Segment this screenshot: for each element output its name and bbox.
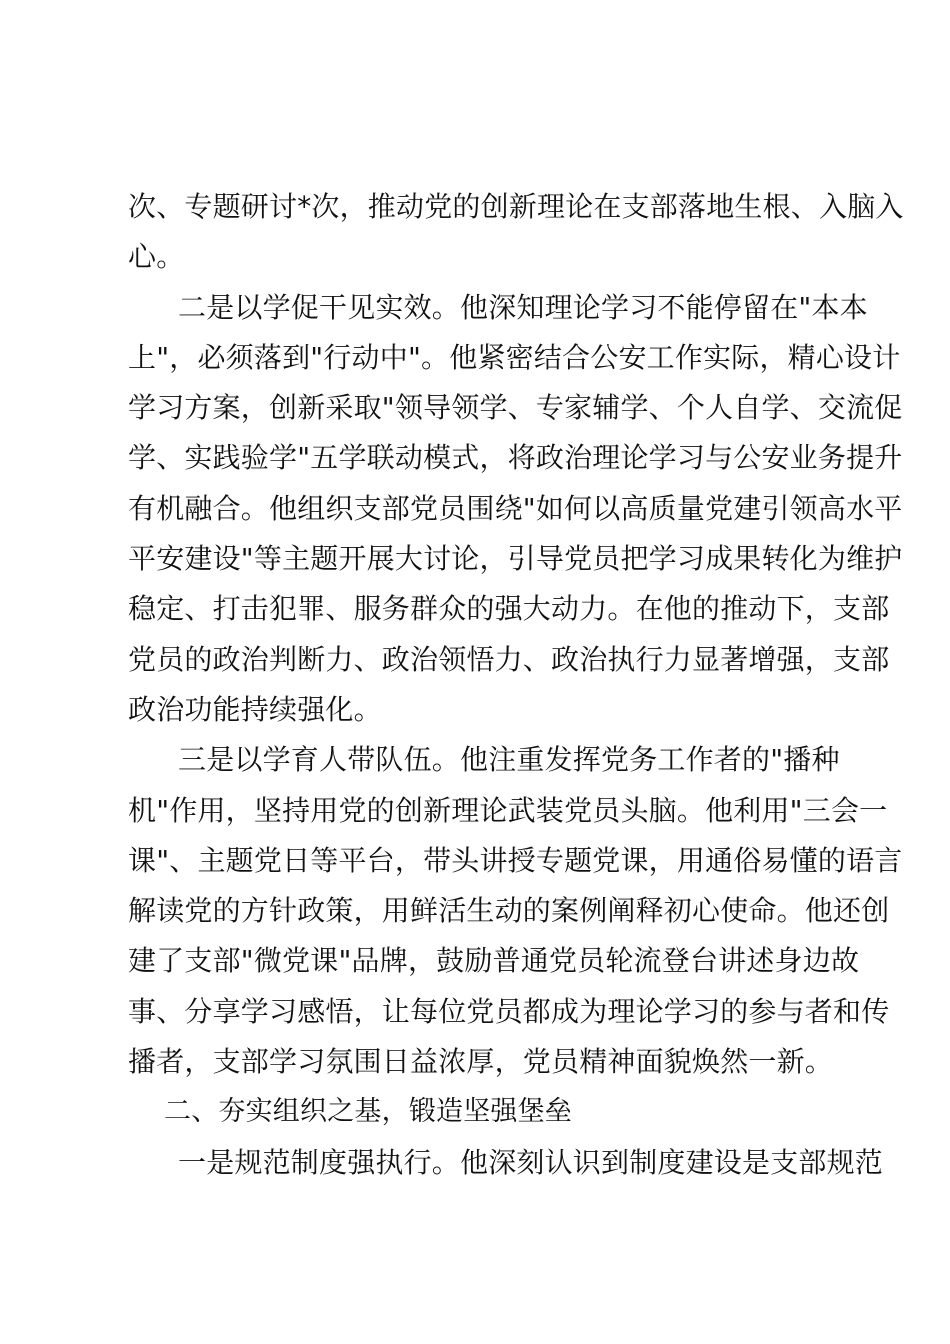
paragraph-line: 上"，必须落到"行动中"。他紧密结合公安工作实际，精心设计 — [128, 340, 901, 374]
paragraph-line: 有机融合。他组织支部党员围绕"如何以高质量党建引领高水平 — [128, 491, 903, 525]
paragraph-line: 机"作用，坚持用党的创新理论武装党员头脑。他利用"三会一 — [128, 793, 888, 827]
paragraph-line: 播者，支部学习氛围日益浓厚，党员精神面貌焕然一新。 — [128, 1045, 834, 1079]
paragraph-line: 解读党的方针政策，用鲜活生动的案例阐释初心使命。他还创 — [128, 894, 890, 928]
paragraph-line: 学习方案，创新采取"领导领学、专家辅学、个人自学、交流促 — [128, 391, 903, 425]
section-heading: 二、夯实组织之基，锻造坚强堡垒 — [164, 1096, 572, 1128]
paragraph-line: 次、专题研讨*次，推动党的创新理论在支部落地生根、入脑入 — [128, 190, 904, 223]
paragraph-line: 心。 — [128, 240, 185, 274]
paragraph-line: 稳定、打击犯罪、服务群众的强大动力。在他的推动下，支部 — [128, 592, 890, 626]
paragraph-first-line: 一是规范制度强执行。他深刻认识到制度建设是支部规范 — [178, 1145, 884, 1179]
paragraph-line: 建了支部"微党课"品牌，鼓励普通党员轮流登台讲述身边故 — [128, 944, 860, 978]
paragraph-first-line: 三是以学育人带队伍。他注重发挥党务工作者的"播种 — [178, 743, 840, 777]
paragraph-line: 党员的政治判断力、政治领悟力、政治执行力显著增强，支部 — [128, 642, 890, 676]
paragraph-first-line: 二是以学促干见实效。他深知理论学习不能停留在"本本 — [178, 290, 868, 324]
paragraph-line: 平安建设"等主题开展大讨论，引导党员把学习成果转化为维护 — [128, 542, 903, 576]
paragraph-line: 课"、主题党日等平台，带头讲授专题党课，用通俗易懂的语言 — [128, 843, 903, 877]
document-body — [128, 182, 904, 1188]
paragraph-line: 政治功能持续强化。 — [128, 692, 382, 726]
paragraph-line: 学、实践验学"五学联动模式，将政治理论学习与公安业务提升 — [128, 441, 903, 475]
paragraph-line: 事、分享学习感悟，让每位党员都成为理论学习的参与者和传 — [128, 994, 890, 1028]
